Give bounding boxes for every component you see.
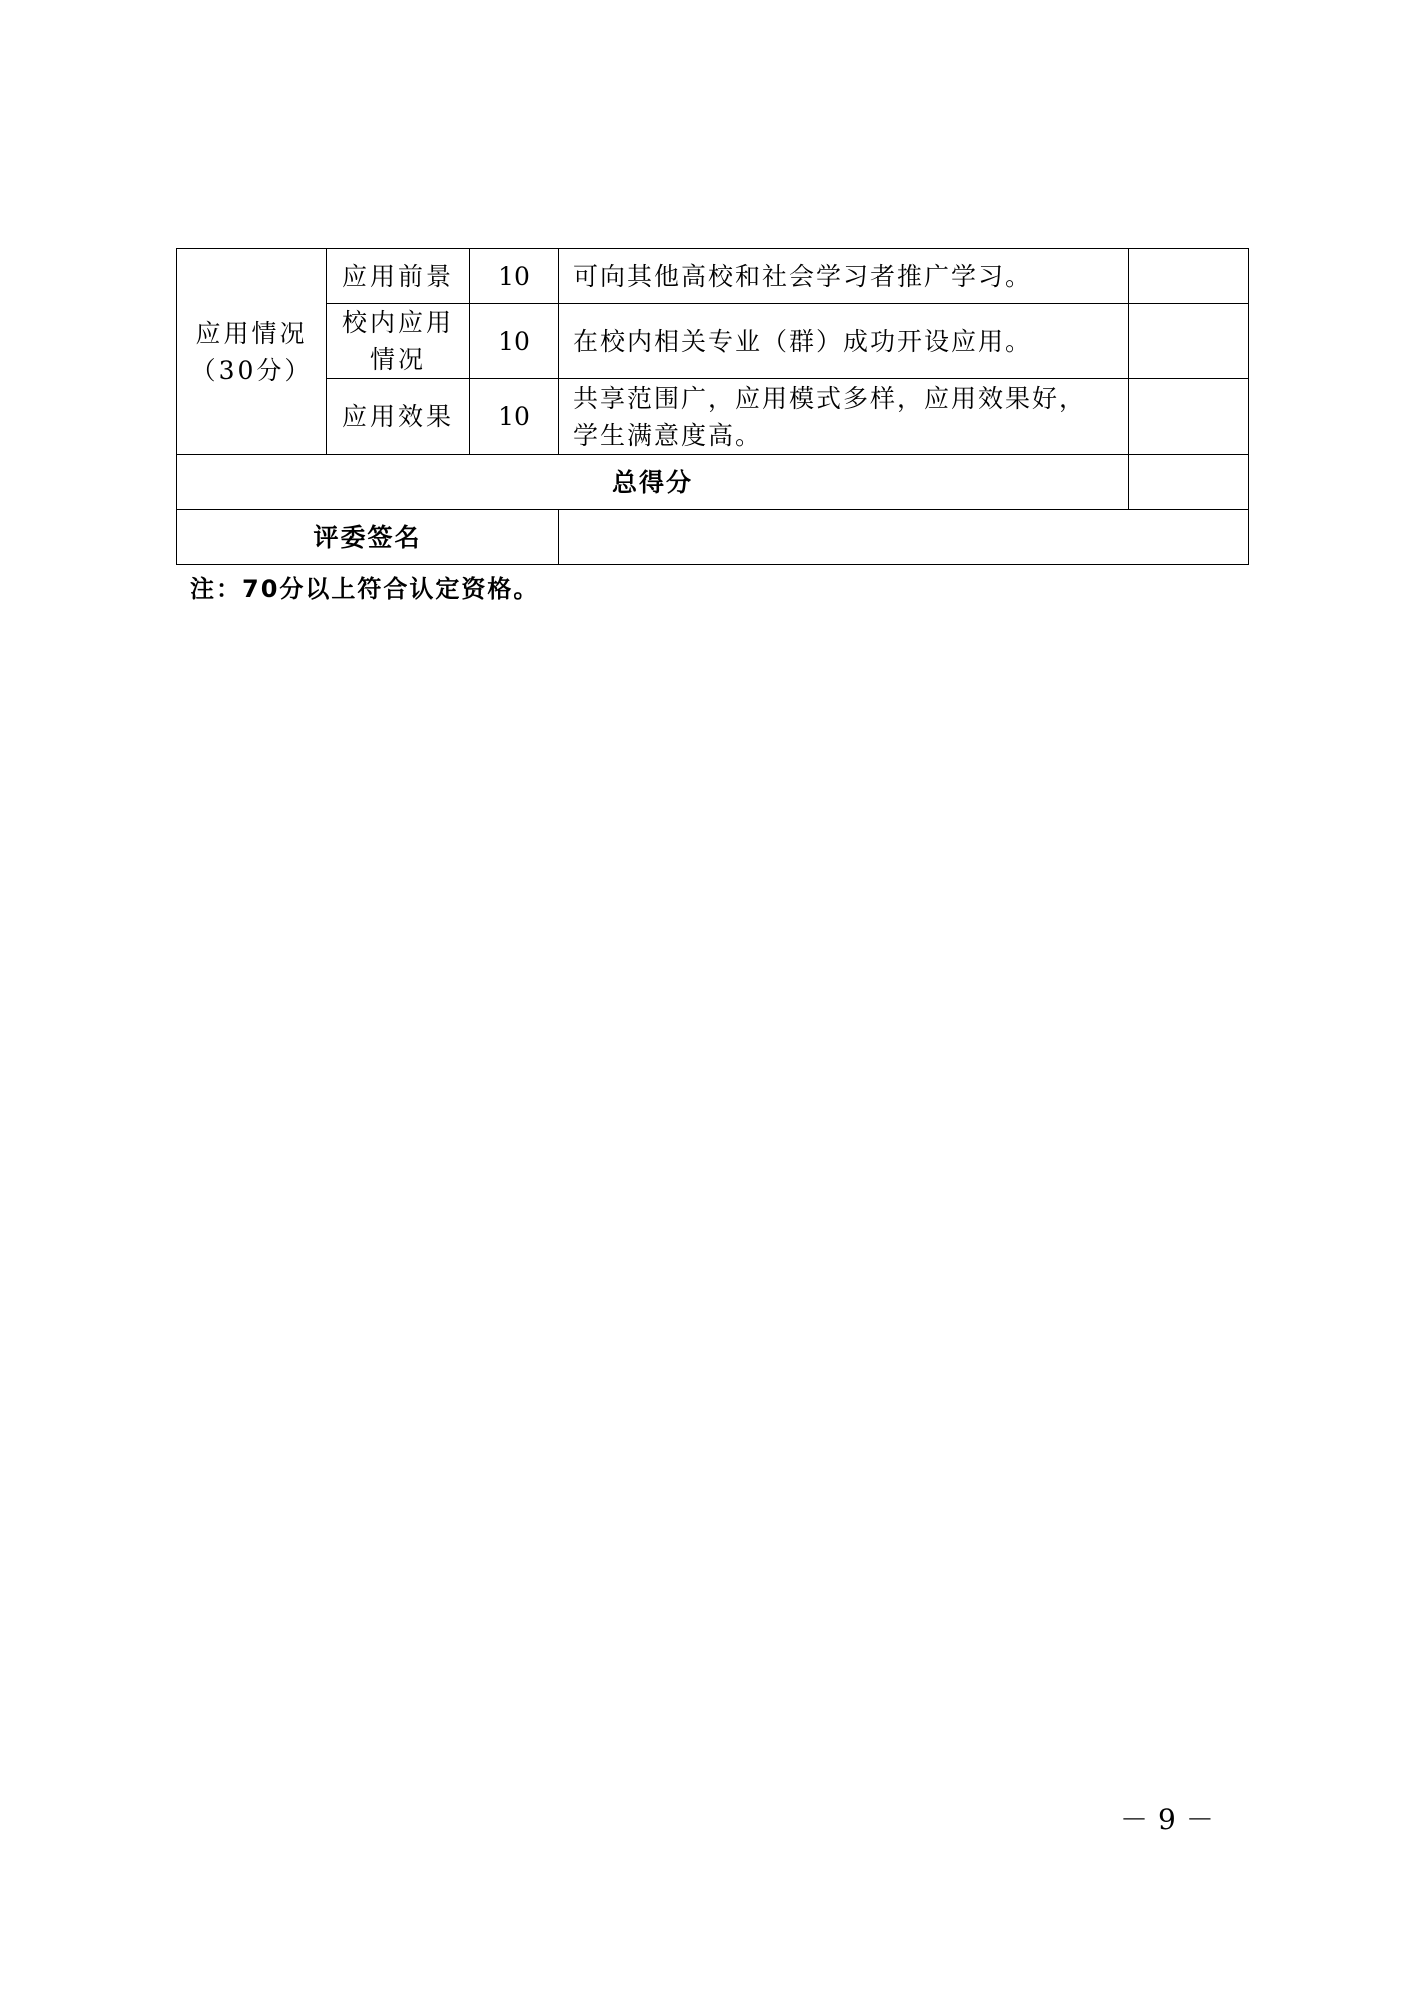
score-cell (470, 379, 559, 455)
score-table (176, 248, 1249, 565)
signature-row (177, 510, 1249, 565)
standard-text-cont: 学生满意度高。 (573, 420, 763, 450)
category-cell (177, 249, 327, 455)
points-input-cell[interactable] (1129, 249, 1249, 304)
standard-text: 在校内相关专业（群）成功开设应用。 (573, 326, 1033, 356)
score-cell (470, 249, 559, 304)
item-name: 校内应用 (341, 308, 454, 337)
item-name-cont: 情况 (369, 345, 426, 374)
total-label-cell (177, 455, 1129, 510)
score-value: 10 (498, 261, 530, 291)
points-input-cell[interactable] (1129, 379, 1249, 455)
standard-text: 可向其他高校和社会学习者推广学习。 (573, 261, 1033, 291)
item-cell (327, 249, 470, 304)
item-cell (327, 379, 470, 455)
standard-text: 共享范围广，应用模式多样，应用效果好， (573, 383, 1087, 413)
standard-cell (559, 379, 1129, 455)
table-row (177, 249, 1249, 304)
category-points: （30分） (190, 355, 313, 385)
total-row (177, 455, 1249, 510)
item-name: 应用前景 (341, 261, 454, 291)
signature-label: 评委签名 (313, 522, 422, 552)
score-value: 10 (498, 402, 530, 431)
points-input-cell[interactable] (1129, 304, 1249, 379)
table-row (177, 304, 1249, 379)
item-cell (327, 304, 470, 379)
score-value: 10 (498, 326, 530, 356)
category-name: 应用情况 (195, 318, 308, 348)
item-name: 应用效果 (341, 402, 454, 431)
total-label: 总得分 (611, 467, 693, 497)
table-row (177, 379, 1249, 455)
total-input-cell[interactable] (1129, 455, 1249, 510)
signature-input-cell[interactable] (559, 510, 1249, 565)
standard-cell (559, 249, 1129, 304)
footnote: 注：70分以上符合认定资格。 (190, 575, 540, 603)
page-number: －9－ (1120, 1803, 1224, 1836)
signature-label-cell (177, 510, 559, 565)
score-cell (470, 304, 559, 379)
standard-cell (559, 304, 1129, 379)
